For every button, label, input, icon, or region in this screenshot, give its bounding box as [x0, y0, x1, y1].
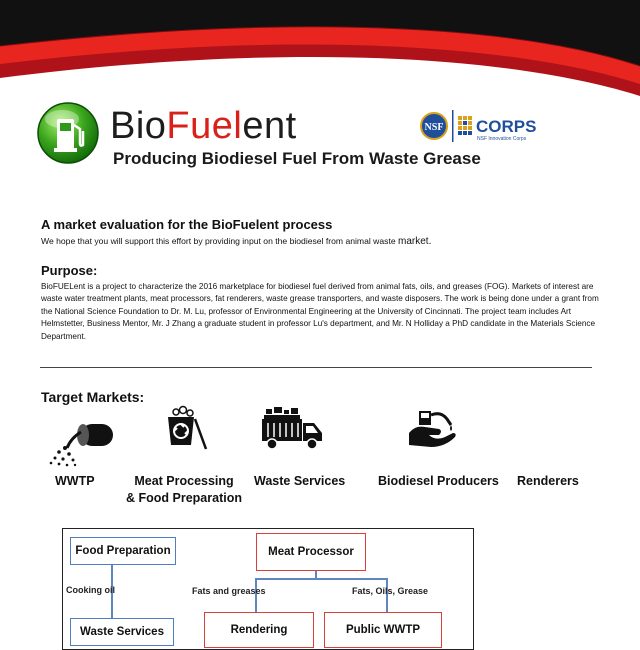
biofuelent-logo-icon	[36, 101, 100, 165]
market-label-meat-processing-line1: Meat Processing	[134, 474, 234, 488]
brand-part-fue: Fue	[166, 105, 234, 147]
nsf-corps-text: CORPS	[476, 117, 537, 136]
flow-label-fats-and-greases: Fats and greases	[192, 586, 266, 596]
target-markets-heading: Target Markets:	[41, 389, 145, 405]
market-label-wwtp: WWTP	[55, 474, 95, 488]
purpose-text: BioFUELent is a project to characterize the 2016 marketplace for biodiesel fuel derived from animal fats, oils, and greases (FOG). Markets of interest are waste water treatment plants, meat processors, fat renderers, waste grease transporters, and waste disposers. The work is being done under a grant from the National Science Foundation to Dr. M. Lu, professor of Environmental Engineering at the University of Cincinnati. The project team includes Art Helmstetter, Business Mentor, Mr. J Zhang a graduate student in professor Lu's department, and Mr. N Holliday a PhD candidate in the Materials Science Department.	[41, 282, 599, 341]
flow-label-fats-oils-grease: Fats, Oils, Grease	[352, 586, 429, 596]
section-divider	[40, 367, 592, 368]
intro-text	[41, 236, 431, 247]
market-label-waste-services: Waste Services	[254, 474, 346, 488]
brand-part-bio: Bio	[110, 105, 167, 147]
flow-box-meat-processor: Meat Processor	[256, 533, 366, 571]
nsf-icorps-logo	[420, 108, 555, 144]
recycle-bucket-icon	[162, 405, 210, 453]
flow-box-rendering: Rendering	[204, 612, 314, 648]
nsf-corps-subtext: NSF Innovation Corps	[477, 136, 527, 142]
flow-label-cooking-oil: Cooking oil	[66, 585, 115, 595]
brand-wordmark	[110, 104, 297, 148]
flow-box-food-preparation: Food Preparation	[70, 537, 176, 565]
intro-heading: A market evaluation for the BioFuelent process	[41, 217, 333, 232]
intro-text-end: market.	[398, 236, 432, 247]
flow-connector-meat-branch	[255, 578, 387, 580]
market-label-biodiesel-producers: Biodiesel Producers	[378, 474, 499, 488]
garbage-truck-icon	[260, 405, 324, 453]
brand-part-ent: ent	[242, 105, 297, 147]
market-label-renderers: Renderers	[517, 474, 579, 488]
nsf-seal-mark: NSF	[424, 122, 444, 133]
brand-part-l: l	[233, 105, 243, 147]
market-label-meat-processing	[120, 473, 248, 507]
purpose-heading: Purpose:	[41, 263, 98, 278]
intro-text-main: We hope that you will support this effort by providing input on the biodiesel from animal waste	[41, 236, 396, 246]
flow-box-public-wwtp: Public WWTP	[324, 612, 442, 648]
page-tagline: Producing Biodiesel Fuel From Waste Grease	[113, 149, 481, 168]
flow-box-waste-services: Waste Services	[70, 618, 174, 646]
fuel-hand-icon	[405, 407, 461, 451]
wastewater-pipe-icon	[47, 418, 119, 468]
market-label-meat-processing-line2: & Food Preparation	[126, 491, 242, 505]
